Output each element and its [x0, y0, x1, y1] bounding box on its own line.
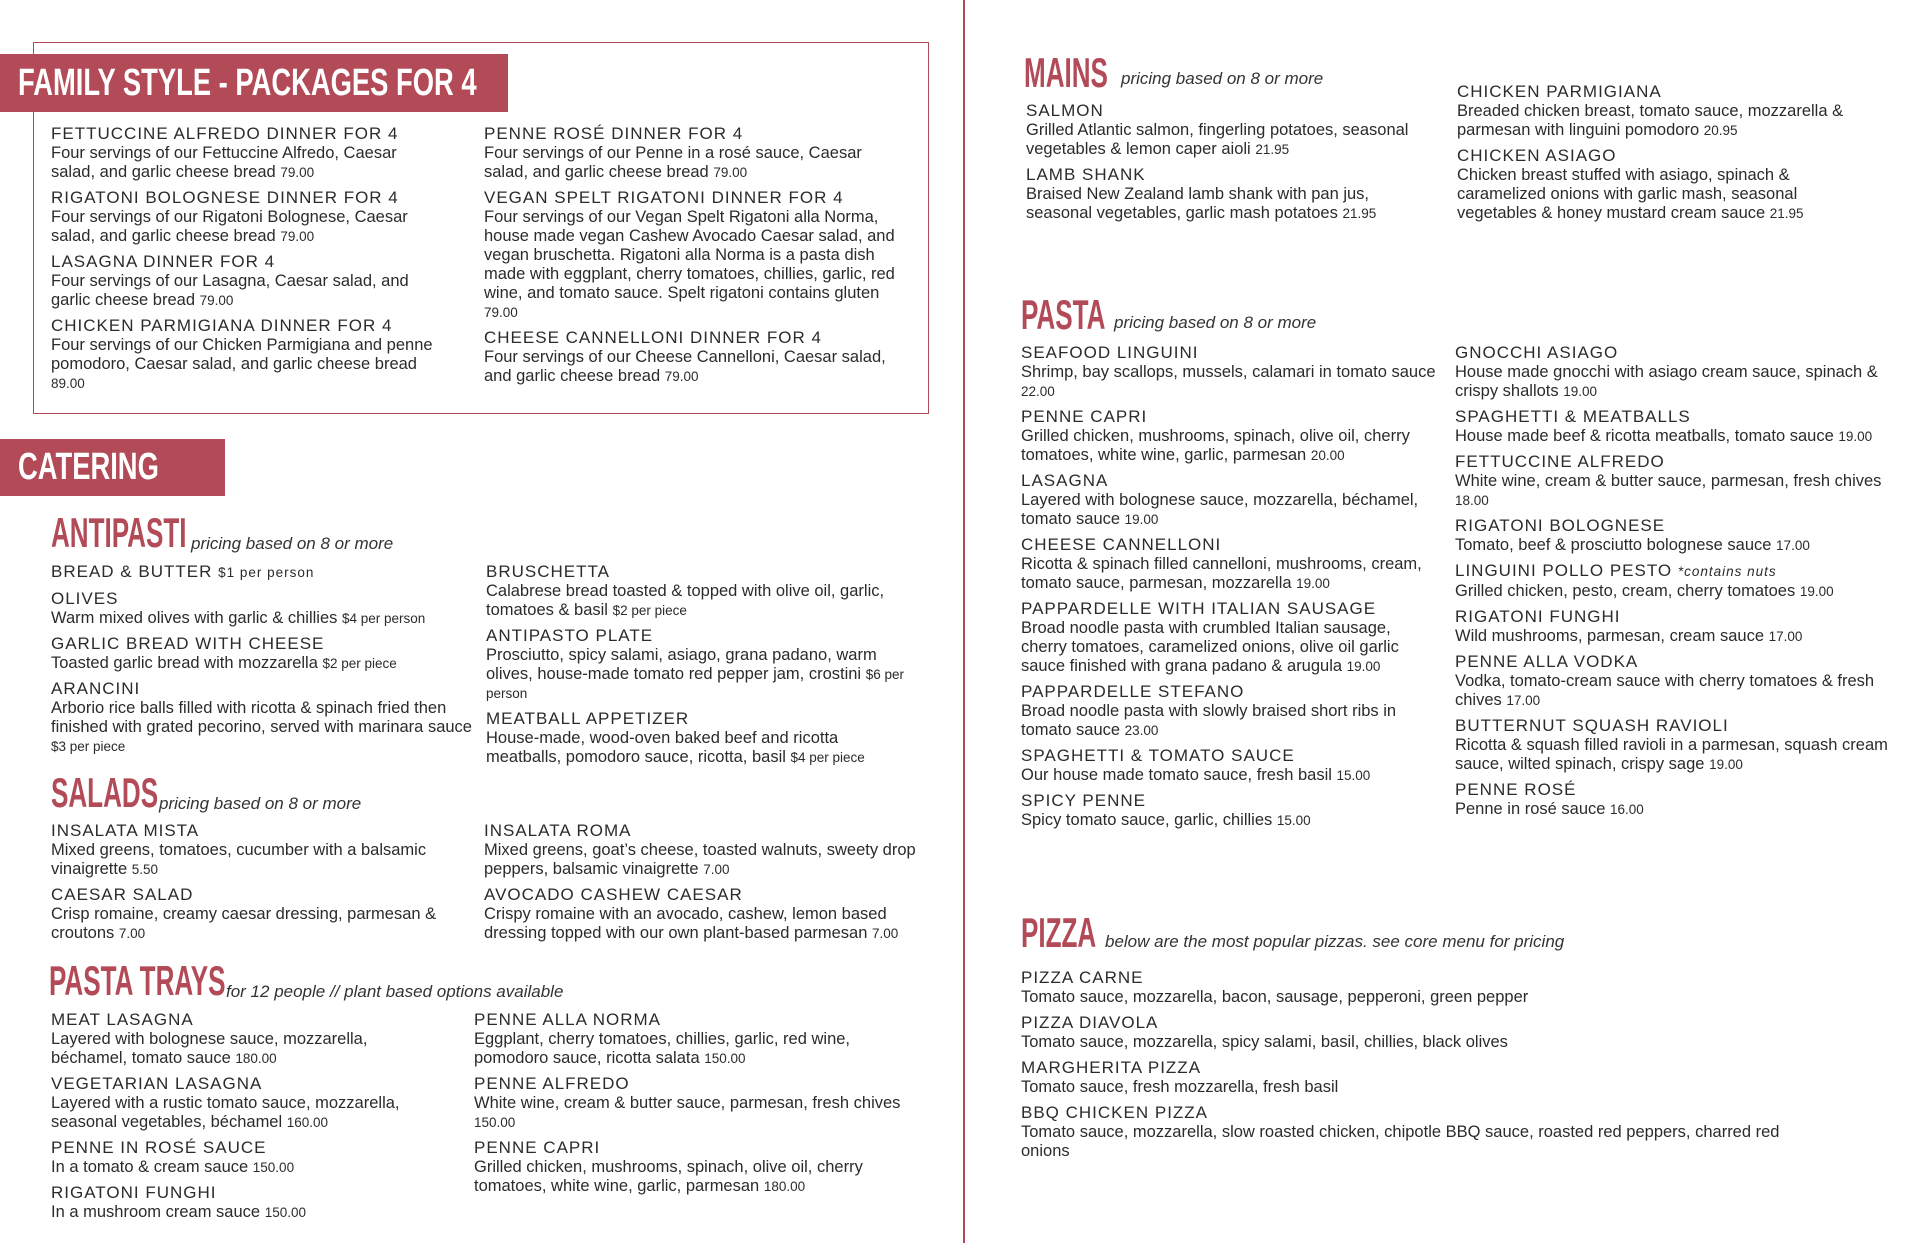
menu-item-price: 7.00 — [703, 862, 730, 877]
menu-item-price: 19.00 — [1296, 576, 1330, 591]
menu-item-price: 21.95 — [1342, 206, 1377, 221]
menu-item-price: 89.00 — [51, 376, 85, 391]
menu-item-description: Calabrese bread toasted & topped with olive oil, garlic, tomatoes & basil $2 per piece — [486, 582, 885, 619]
menu-item — [1455, 780, 1895, 819]
menu-item-description: Shrimp, bay scallops, mussels, calamari in tomato sauce 22.00 — [1021, 363, 1436, 399]
menu-item — [51, 885, 441, 943]
menu-item-price: 20.00 — [1310, 448, 1345, 463]
menu-item — [484, 328, 904, 386]
pasta-trays-heading: PASTA TRAYS — [49, 957, 226, 1004]
menu-item-description: Eggplant, cherry tomatoes, chillies, garlic, red wine, pomodoro sauce, ricotta salata 150.00 — [474, 1030, 851, 1067]
mains-note: pricing based on 8 or more — [1121, 69, 1324, 88]
menu-item-price: 19.00 — [1563, 384, 1598, 399]
menu-item — [474, 1138, 914, 1196]
menu-item-price: 150.00 — [474, 1115, 516, 1130]
menu-item-name: CHICKEN ASIAGO — [1457, 146, 1617, 165]
menu-item-price: 19.00 — [1838, 429, 1873, 444]
menu-item — [1021, 535, 1441, 593]
menu-item-price: 180.00 — [763, 1179, 806, 1194]
menu-item-description: Tomato sauce, mozzarella, slow roasted chicken, chipotle BBQ sauce, roasted red peppers, charred red onions — [1021, 1123, 1780, 1160]
menu-item — [51, 562, 481, 583]
menu-item — [51, 1138, 441, 1177]
menu-item-name: PENNE CAPRI — [1021, 407, 1148, 426]
menu-item-description: Braised New Zealand lamb shank with pan jus, seasonal vegetables, garlic mash potatoes 21.95 — [1026, 185, 1377, 222]
mains-right-column — [1457, 82, 1877, 229]
salads-left-column — [51, 821, 441, 949]
menu-item — [51, 252, 441, 310]
menu-item-name: LAMB SHANK — [1026, 165, 1146, 184]
menu-item — [1455, 343, 1895, 401]
menu-item-name: LASAGNA — [1021, 471, 1109, 490]
menu-item-price: 79.00 — [713, 165, 748, 180]
menu-item — [51, 1074, 441, 1132]
menu-item-price: 17.00 — [1776, 538, 1810, 553]
menu-item — [486, 562, 916, 620]
menu-item-description: House made gnocchi with asiago cream sauce, spinach & crispy shallots 19.00 — [1455, 363, 1878, 400]
catering-title: CATERING — [18, 446, 159, 488]
menu-item-price: 15.00 — [1336, 768, 1371, 783]
menu-item-description: In a tomato & cream sauce 150.00 — [51, 1158, 295, 1176]
menu-item-price: $6 per person — [486, 667, 904, 701]
family-style-banner — [0, 54, 508, 112]
menu-item-name: RIGATONI FUNGHI — [1455, 607, 1621, 626]
menu-item-tag: *contains nuts — [1677, 564, 1777, 579]
menu-item-price: 79.00 — [484, 305, 518, 320]
family-style-title: FAMILY STYLE - PACKAGES FOR 4 — [18, 61, 477, 104]
menu-item — [51, 821, 441, 879]
menu-item-name: PIZZA CARNE — [1021, 968, 1144, 987]
menu-item-name: CHICKEN PARMIGIANA DINNER FOR 4 — [51, 316, 393, 335]
menu-item-description: White wine, cream & butter sauce, parmesan, fresh chives 150.00 — [474, 1094, 901, 1130]
menu-item-description: Four servings of our Vegan Spelt Rigatoni alla Norma, house made vegan Cashew Avocado Caesar salad, and vegan bruschetta. Rigatoni alla Norma is a pasta dish made with eggplant, cherry tomatoes, chillies, garlic, red wine, and tomato sauce. Spelt rigatoni contains gluten 79.00 — [484, 208, 895, 320]
menu-item-price: 19.00 — [1799, 584, 1834, 599]
menu-item-description: Four servings of our Lasagna, Caesar salad, and garlic cheese bread 79.00 — [51, 272, 409, 309]
menu-item — [1455, 561, 1895, 601]
menu-item-description: Grilled chicken, pesto, cream, cherry tomatoes 19.00 — [1455, 582, 1834, 600]
menu-item-description: In a mushroom cream sauce 150.00 — [51, 1203, 306, 1221]
menu-item-name: SPAGHETTI & TOMATO SAUCE — [1021, 746, 1295, 765]
menu-item-name: VEGETARIAN LASAGNA — [51, 1074, 263, 1093]
menu-item-name: PAPPARDELLE WITH ITALIAN SAUSAGE — [1021, 599, 1377, 618]
menu-item-price: 22.00 — [1021, 384, 1055, 399]
menu-item-description: Mixed greens, goat’s cheese, toasted walnuts, sweety drop peppers, balsamic vinaigrette 7.00 — [484, 841, 916, 878]
menu-item-price: 15.00 — [1276, 813, 1311, 828]
menu-item-name: ANTIPASTO PLATE — [486, 626, 654, 645]
menu-item — [1021, 1103, 1801, 1161]
menu-item-name: MEATBALL APPETIZER — [486, 709, 690, 728]
menu-item-description: Crisp romaine, creamy caesar dressing, parmesan & croutons 7.00 — [51, 905, 437, 942]
menu-item — [1021, 407, 1441, 465]
menu-item — [51, 634, 481, 673]
menu-item-description: Layered with bolognese sauce, mozzarella, béchamel, tomato sauce 19.00 — [1021, 491, 1419, 528]
menu-item-description: Layered with a rustic tomato sauce, mozzarella, seasonal vegetables, béchamel 160.00 — [51, 1094, 400, 1131]
menu-item — [486, 626, 916, 703]
menu-item-price: 5.50 — [131, 862, 159, 877]
trays-left-column — [51, 1010, 441, 1228]
menu-item-description: Grilled chicken, mushrooms, spinach, olive oil, cherry tomatoes, white wine, garlic, parmesan 180.00 — [474, 1158, 863, 1195]
menu-item-description: House-made, wood-oven baked beef and ricotta meatballs, pomodoro sauce, ricotta, basil $4 per piece — [486, 729, 865, 766]
menu-item-name: CAESAR SALAD — [51, 885, 194, 904]
menu-item-price: 79.00 — [664, 369, 699, 384]
menu-item-name: PENNE ROSÉ DINNER FOR 4 — [484, 124, 744, 143]
menu-item-name: BREAD & BUTTER $1 per person — [51, 562, 315, 581]
menu-item-price: 150.00 — [704, 1051, 746, 1066]
menu-item — [1021, 746, 1441, 785]
menu-item-description: Ricotta & spinach filled cannelloni, mushrooms, cream, tomato sauce, parmesan, mozzarella 19.00 — [1021, 555, 1422, 592]
menu-item — [1455, 607, 1895, 646]
menu-item-price: 79.00 — [280, 229, 315, 244]
menu-item-price: 19.00 — [1709, 757, 1743, 772]
menu-item — [1021, 682, 1441, 740]
menu-item-price: $4 per person — [341, 611, 426, 626]
family-right-column — [484, 124, 904, 392]
menu-item-name: PENNE IN ROSÉ SAUCE — [51, 1138, 267, 1157]
antipasti-heading: ANTIPASTI — [51, 509, 187, 556]
menu-item-description: Four servings of our Rigatoni Bolognese, Caesar salad, and garlic cheese bread 79.00 — [51, 208, 408, 245]
menu-item-description: Vodka, tomato-cream sauce with cherry tomatoes & fresh chives 17.00 — [1455, 672, 1875, 709]
menu-item-price: 19.00 — [1124, 512, 1159, 527]
menu-item — [1021, 1058, 1801, 1097]
menu-item-name: INSALATA ROMA — [484, 821, 632, 840]
pasta-note: pricing based on 8 or more — [1114, 313, 1317, 332]
menu-item-description: Four servings of our Cheese Cannelloni, Caesar salad, and garlic cheese bread 79.00 — [484, 348, 886, 385]
menu-item-name: GNOCCHI ASIAGO — [1455, 343, 1619, 362]
menu-item-price: 17.00 — [1768, 629, 1803, 644]
menu-item-description: Crispy romaine with an avocado, cashew, lemon based dressing topped with our own plant-based parmesan 7.00 — [484, 905, 899, 942]
menu-item-description: Four servings of our Penne in a rosé sauce, Caesar salad, and garlic cheese bread 79.00 — [484, 144, 862, 181]
menu-item-price: $2 per piece — [322, 656, 397, 671]
menu-item — [1457, 82, 1877, 140]
menu-item-description: Toasted garlic bread with mozzarella $2 per piece — [51, 654, 397, 672]
pizza-heading: PIZZA — [1021, 909, 1097, 956]
salads-heading: SALADS — [51, 769, 159, 816]
menu-item-price: 16.00 — [1610, 802, 1644, 817]
menu-item-description: Grilled Atlantic salmon, fingerling potatoes, seasonal vegetables & lemon caper aioli 21.95 — [1026, 121, 1409, 158]
menu-item-price: 17.00 — [1506, 693, 1541, 708]
menu-item-name: CHEESE CANNELLONI — [1021, 535, 1222, 554]
antipasti-left-column — [51, 562, 481, 762]
menu-item-price: 79.00 — [199, 293, 234, 308]
menu-item — [1021, 1013, 1801, 1052]
pasta-trays-note: for 12 people // plant based options available — [226, 982, 564, 1001]
menu-item — [1026, 101, 1426, 159]
menu-item-description: Penne in rosé sauce 16.00 — [1455, 800, 1644, 818]
menu-item-price: 7.00 — [872, 926, 899, 941]
menu-item-price: 79.00 — [280, 165, 315, 180]
menu-item-description: Our house made tomato sauce, fresh basil 15.00 — [1021, 766, 1371, 784]
menu-item — [51, 124, 441, 182]
menu-item-name: SPAGHETTI & MEATBALLS — [1455, 407, 1691, 426]
menu-item — [484, 124, 904, 182]
menu-item-name: PENNE ALLA VODKA — [1455, 652, 1639, 671]
menu-item-price: $2 per piece — [612, 603, 687, 618]
menu-item-name: ARANCINI — [51, 679, 141, 698]
menu-item-description: Warm mixed olives with garlic & chillies $4 per person — [51, 609, 426, 627]
menu-item — [1021, 791, 1441, 830]
pasta-heading: PASTA — [1021, 291, 1106, 338]
menu-item-price: 20.95 — [1703, 123, 1738, 138]
menu-item-description: Prosciutto, spicy salami, asiago, grana padano, warm olives, house-made tomato red pepper jam, crostini $6 per person — [486, 646, 904, 701]
menu-item-description: Grilled chicken, mushrooms, spinach, olive oil, cherry tomatoes, white wine, garlic, parmesan 20.00 — [1021, 427, 1410, 464]
menu-item-price: 19.00 — [1346, 659, 1381, 674]
menu-item-name: RIGATONI FUNGHI — [51, 1183, 217, 1202]
menu-item-price: 23.00 — [1124, 723, 1159, 738]
menu-item — [51, 589, 481, 628]
menu-item — [474, 1010, 914, 1068]
menu-item-name: PAPPARDELLE STEFANO — [1021, 682, 1245, 701]
menu-item — [1455, 452, 1895, 510]
menu-item-description: Tomato sauce, mozzarella, spicy salami, basil, chillies, black olives — [1021, 1033, 1508, 1051]
menu-item-description: Spicy tomato sauce, garlic, chillies 15.00 — [1021, 811, 1311, 829]
menu-item-description: Four servings of our Fettuccine Alfredo, Caesar salad, and garlic cheese bread 79.00 — [51, 144, 397, 181]
menu-item-description: Tomato sauce, mozzarella, bacon, sausage, pepperoni, green pepper — [1021, 988, 1529, 1006]
menu-item — [1026, 165, 1426, 223]
menu-item-name: CHICKEN PARMIGIANA — [1457, 82, 1662, 101]
catering-banner — [0, 439, 225, 496]
menu-item — [1455, 407, 1895, 446]
menu-item-price: 7.00 — [118, 926, 146, 941]
menu-item-price: $3 per piece — [51, 739, 126, 754]
menu-item-description: Arborio rice balls filled with ricotta & spinach fried then finished with grated pecorino, served with marinara sauce $3 per piece — [51, 699, 472, 754]
menu-item-description: Wild mushrooms, parmesan, cream sauce 17.00 — [1455, 627, 1803, 645]
salads-right-column — [484, 821, 934, 949]
menu-item-description: Four servings of our Chicken Parmigiana and penne pomodoro, Caesar salad, and garlic cheese bread 89.00 — [51, 336, 433, 391]
pizza-note: below are the most popular pizzas. see core menu for pricing — [1105, 932, 1565, 951]
menu-item-name: BBQ CHICKEN PIZZA — [1021, 1103, 1209, 1122]
menu-item — [1021, 343, 1441, 401]
menu-item-price: $4 per piece — [790, 750, 865, 765]
menu-item-price: 150.00 — [264, 1205, 306, 1220]
menu-item-name: SPICY PENNE — [1021, 791, 1147, 810]
menu-item-price: $1 per person — [218, 565, 315, 580]
menu-item-name: LINGUINI POLLO PESTO *contains nuts — [1455, 561, 1777, 580]
menu-item-name: PENNE ROSÉ — [1455, 780, 1577, 799]
menu-item — [1455, 652, 1895, 710]
menu-item-name: PENNE CAPRI — [474, 1138, 601, 1157]
menu-item-description: White wine, cream & butter sauce, parmesan, fresh chives 18.00 — [1455, 472, 1882, 508]
family-left-column — [51, 124, 441, 399]
menu-item-description: House made beef & ricotta meatballs, tomato sauce 19.00 — [1455, 427, 1873, 445]
menu-item-name: GARLIC BREAD WITH CHEESE — [51, 634, 325, 653]
menu-item-name: OLIVES — [51, 589, 119, 608]
menu-item-description: Broad noodle pasta with slowly braised short ribs in tomato sauce 23.00 — [1021, 702, 1397, 739]
menu-item — [1455, 716, 1895, 774]
menu-item-description: Breaded chicken breast, tomato sauce, mozzarella & parmesan with linguini pomodoro 20.95 — [1457, 102, 1844, 139]
menu-item — [484, 188, 904, 322]
menu-item — [51, 1010, 441, 1068]
menu-item-name: BRUSCHETTA — [486, 562, 610, 581]
menu-item-name: MARGHERITA PIZZA — [1021, 1058, 1202, 1077]
menu-item — [1457, 146, 1877, 223]
antipasti-note: pricing based on 8 or more — [191, 534, 394, 553]
menu-item — [484, 885, 934, 943]
mains-heading: MAINS — [1024, 49, 1108, 96]
menu-item-description: Tomato, beef & prosciutto bolognese sauce 17.00 — [1455, 536, 1810, 554]
menu-item-description: Layered with bolognese sauce, mozzarella, béchamel, tomato sauce 180.00 — [51, 1030, 368, 1067]
menu-item — [1455, 516, 1895, 555]
pasta-right-column — [1455, 343, 1895, 825]
menu-item-description: Chicken breast stuffed with asiago, spinach & caramelized onions with garlic mash, seasonal vegetables & honey mustard cream sauce 21.95 — [1457, 166, 1804, 222]
menu-item-price: 150.00 — [252, 1160, 295, 1175]
menu-item-name: LASAGNA DINNER FOR 4 — [51, 252, 276, 271]
menu-item — [1021, 471, 1441, 529]
menu-item-price: 160.00 — [286, 1115, 329, 1130]
menu-item-description: Ricotta & squash filled ravioli in a parmesan, squash cream sauce, wilted spinach, crispy sage 19.00 — [1455, 736, 1888, 773]
menu-item-name: CHEESE CANNELLONI DINNER FOR 4 — [484, 328, 822, 347]
menu-item-price: 18.00 — [1455, 493, 1489, 508]
menu-item — [51, 316, 441, 393]
menu-item-name: VEGAN SPELT RIGATONI DINNER FOR 4 — [484, 188, 844, 207]
menu-item — [1021, 968, 1801, 1007]
menu-item-price: 21.95 — [1769, 206, 1804, 221]
menu-item-name: SALMON — [1026, 101, 1104, 120]
menu-item-name: RIGATONI BOLOGNESE — [1455, 516, 1666, 535]
menu-item-name: FETTUCCINE ALFREDO DINNER FOR 4 — [51, 124, 399, 143]
menu-item-name: AVOCADO CASHEW CAESAR — [484, 885, 743, 904]
salads-note: pricing based on 8 or more — [159, 794, 362, 813]
menu-item — [51, 679, 481, 756]
menu-item — [51, 188, 441, 246]
menu-item — [486, 709, 916, 767]
menu-item-name: RIGATONI BOLOGNESE DINNER FOR 4 — [51, 188, 399, 207]
menu-item-description: Mixed greens, tomatoes, cucumber with a balsamic vinaigrette 5.50 — [51, 841, 427, 878]
mains-left-column — [1026, 101, 1426, 229]
menu-item — [1021, 599, 1441, 676]
menu-item-price: 180.00 — [235, 1051, 277, 1066]
menu-item-description: Tomato sauce, fresh mozzarella, fresh basil — [1021, 1078, 1339, 1096]
menu-item-name: FETTUCCINE ALFREDO — [1455, 452, 1665, 471]
menu-item-name: MEAT LASAGNA — [51, 1010, 194, 1029]
pasta-left-column — [1021, 343, 1441, 836]
menu-item — [474, 1074, 914, 1132]
pizza-column — [1021, 968, 1801, 1167]
menu-item — [51, 1183, 441, 1222]
menu-item — [484, 821, 934, 879]
antipasti-right-column — [486, 562, 916, 773]
menu-item-name: INSALATA MISTA — [51, 821, 200, 840]
page-divider — [963, 0, 965, 1243]
menu-item-price: 21.95 — [1255, 142, 1290, 157]
menu-item-description: Broad noodle pasta with crumbled Italian sausage, cherry tomatoes, caramelized onions, olive oil garlic sauce finished with grana padano & arugula 19.00 — [1021, 619, 1399, 675]
menu-item-name: BUTTERNUT SQUASH RAVIOLI — [1455, 716, 1729, 735]
menu-item-name: PIZZA DIAVOLA — [1021, 1013, 1159, 1032]
menu-item-name: SEAFOOD LINGUINI — [1021, 343, 1199, 362]
menu-item-name: PENNE ALFREDO — [474, 1074, 630, 1093]
menu-item-name: PENNE ALLA NORMA — [474, 1010, 662, 1029]
trays-right-column — [474, 1010, 914, 1202]
